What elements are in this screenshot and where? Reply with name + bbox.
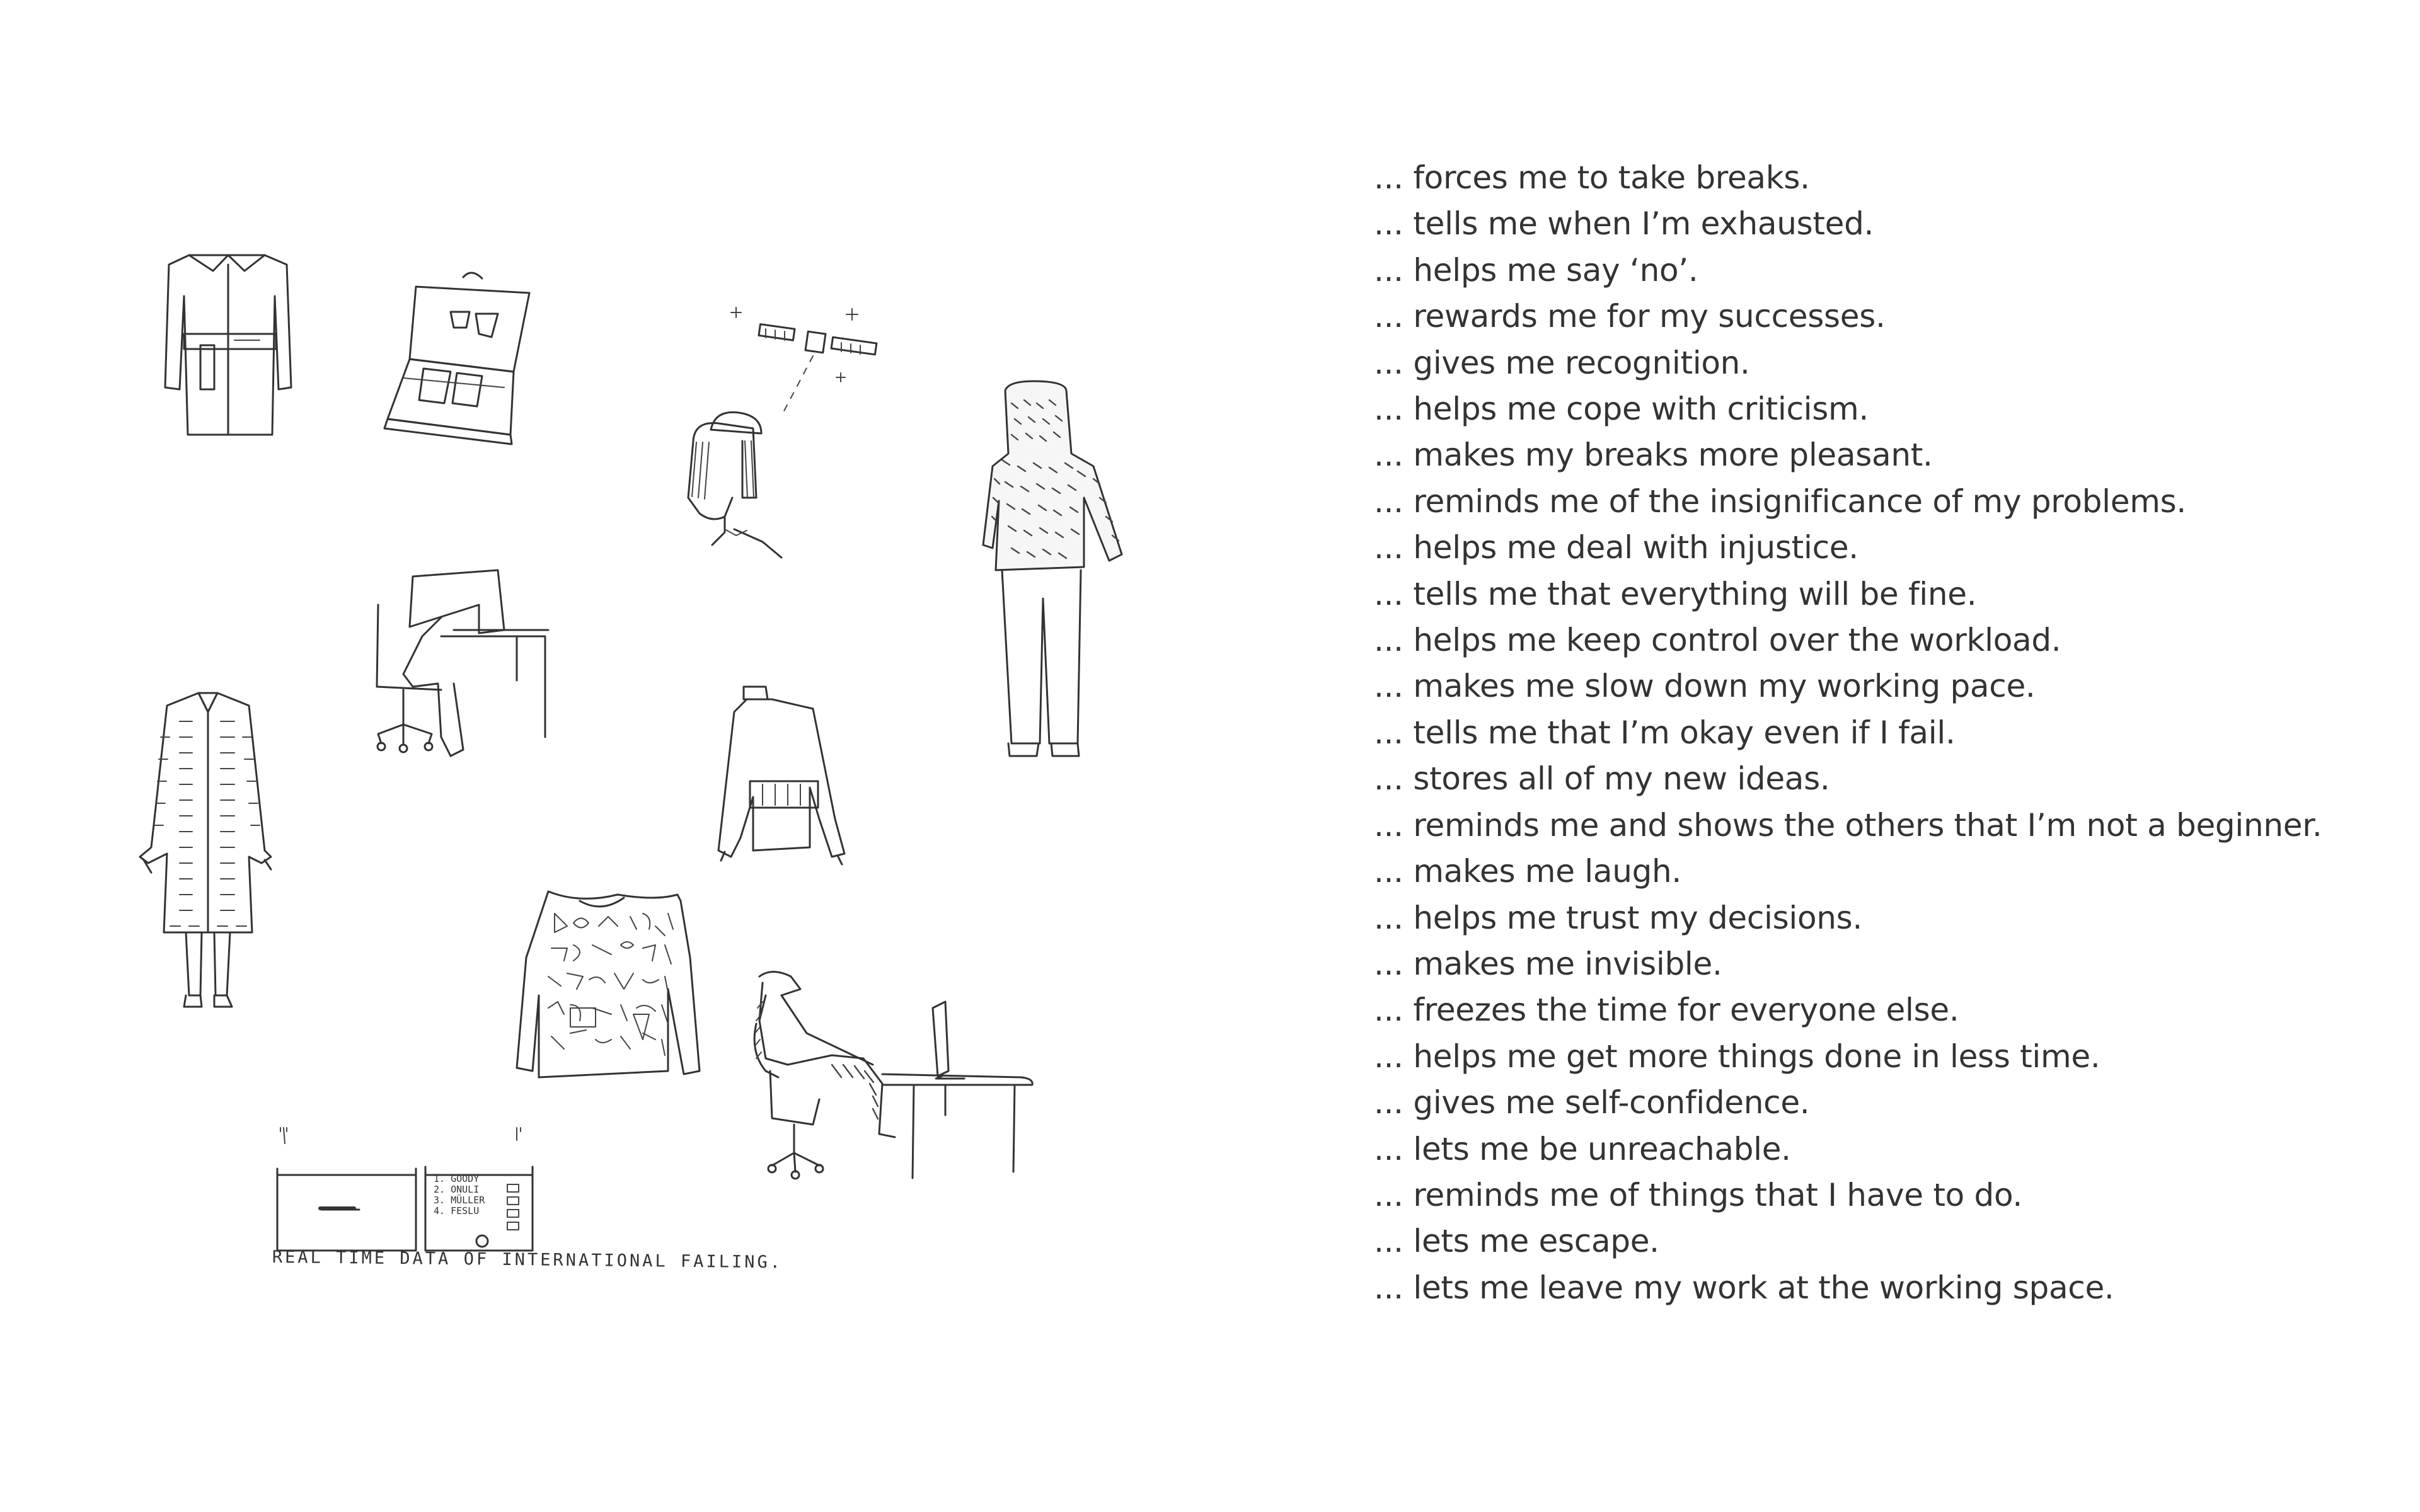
standing-man-sweater-drawing <box>983 381 1122 756</box>
statement-item: ... helps me deal with injustice. <box>1374 529 1858 566</box>
statement-item: ... lets me be unreachable. <box>1374 1130 1791 1167</box>
cropped-top-drawing <box>718 687 844 864</box>
patterned-coat-drawing <box>140 693 271 1007</box>
statement-item: ... forces me to take breaks. <box>1374 159 1810 196</box>
device-name-list <box>434 1174 485 1217</box>
belted-shirt-drawing <box>165 255 291 435</box>
doodle-jumper-drawing <box>517 891 700 1077</box>
statement-item: ... makes me laugh. <box>1374 853 1682 890</box>
statement-item: ... stores all of my new ideas. <box>1374 760 1830 798</box>
device-name-item: 2. ONULI <box>434 1184 480 1195</box>
statement-item: ... helps me get more things done in less time. <box>1374 1038 2100 1075</box>
device-name-item: 1. GOODY <box>434 1173 480 1184</box>
open-briefcase-drawing <box>384 273 529 444</box>
statement-item: ... reminds me of things that I have to do. <box>1374 1176 2022 1213</box>
statement-list <box>1374 155 2322 1311</box>
statement-item: ... freezes the time for everyone else. <box>1374 992 1959 1029</box>
statement-item: ... helps me keep control over the workload. <box>1374 622 2061 659</box>
statement-item: ... lets me escape. <box>1374 1223 1659 1260</box>
statement-item: ... makes my breaks more pleasant. <box>1374 437 1933 474</box>
statement-item: ... gives me self-confidence. <box>1374 1084 1810 1121</box>
device-name-item: 4. FESLU <box>434 1205 480 1217</box>
statement-item: ... tells me that everything will be fine. <box>1374 575 1977 612</box>
statement-item: ... helps me cope with criticism. <box>1374 391 1869 428</box>
statement-item: ... tells me when I’m exhausted. <box>1374 205 1874 243</box>
person-at-desk-drawing <box>377 570 548 756</box>
statement-item: ... makes me slow down my working pace. <box>1374 668 2036 705</box>
statement-item: ... tells me that I’m okay even if I fail. <box>1374 714 1956 751</box>
statement-item: ... makes me invisible. <box>1374 945 1722 982</box>
statement-item: ... rewards me for my successes. <box>1374 298 1886 335</box>
statement-item: ... gives me recognition. <box>1374 344 1750 381</box>
device-name-item: 3. MÜLLER <box>434 1194 485 1206</box>
statement-item: ... reminds me and shows the others that I’m not a beginner. <box>1374 806 2322 844</box>
satellite-woman-drawing <box>688 307 877 558</box>
woman-leaning-back-drawing <box>754 972 1032 1179</box>
device-caption: REAL TIME DATA OF INTERNATIONAL FAILING. <box>272 1247 783 1273</box>
statement-item: ... helps me trust my decisions. <box>1374 899 1862 936</box>
statement-item: ... helps me say ‘no’. <box>1374 251 1698 289</box>
statement-item: ... lets me leave my work at the working space. <box>1374 1269 2114 1306</box>
failing-data-devices-drawing <box>277 1128 533 1251</box>
statement-item: ... reminds me of the insignificance of my problems. <box>1374 483 2186 520</box>
